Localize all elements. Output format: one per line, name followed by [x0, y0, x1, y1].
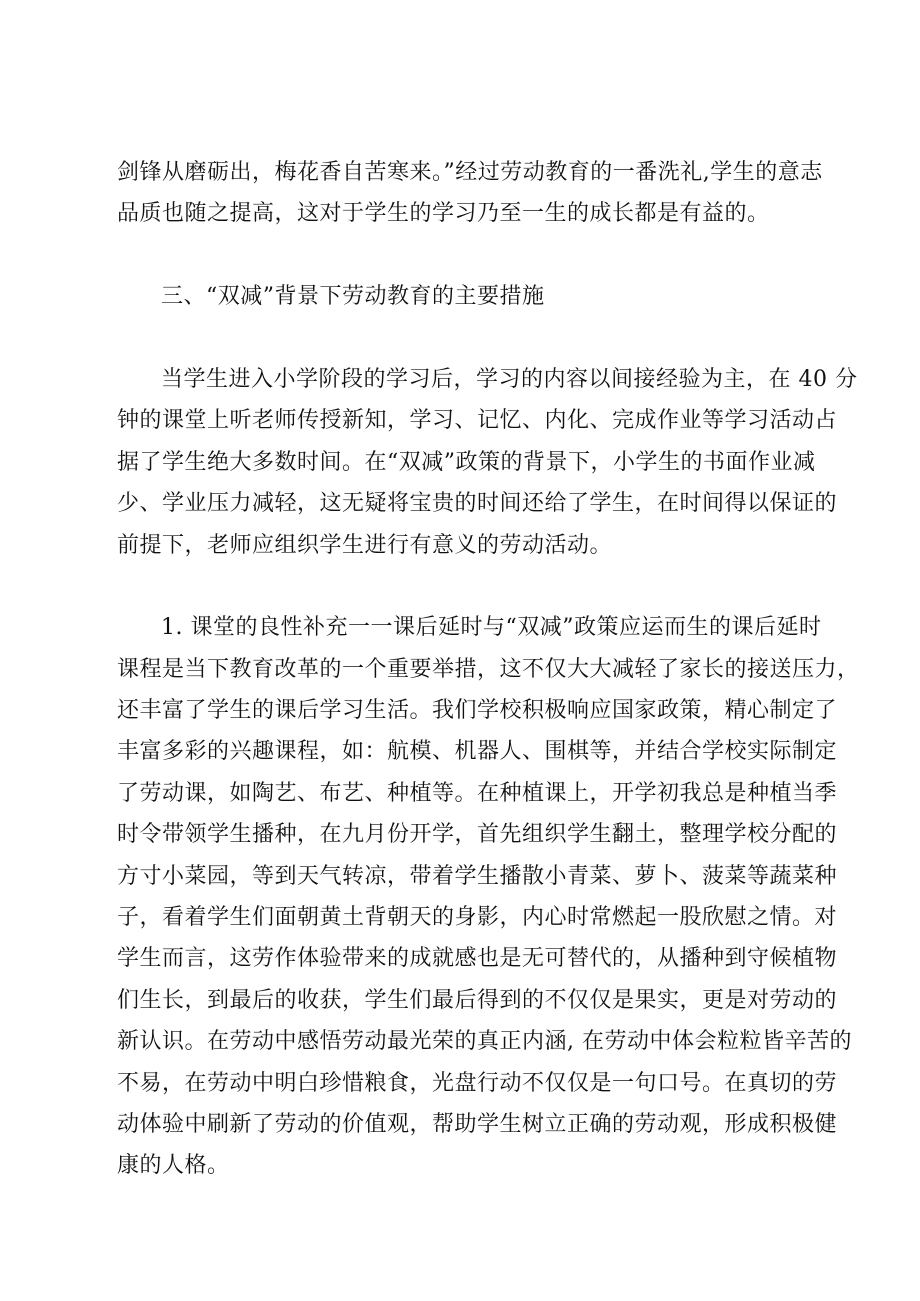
text-line: 丰富多彩的兴趣课程，如：航模、机器人、围棋等，并结合学校实际制定 — [117, 739, 838, 765]
section-heading: 三、“双减”背景下劳动教育的主要措施 — [161, 284, 545, 310]
text-line: 康的人格。 — [117, 1153, 230, 1179]
text-line: 时令带领学生播种，在九月份开学，首先组织学生翻土，整理学校分配的 — [117, 822, 838, 848]
text-line: 钟的课堂上听老师传授新知，学习、记忆、内化、完成作业等学习活动占 — [117, 408, 838, 434]
text-line: 前提下，老师应组织学生进行有意义的劳动活动。 — [117, 532, 613, 558]
text-line: 1. 课堂的良性补充一一课后延时与“双减”政策应运而生的课后延时 — [161, 615, 822, 641]
text-line: 新认识。在劳动中感悟劳动最光荣的真正内涵, 在劳动中体会粒粒皆辛苦的 — [117, 1029, 852, 1055]
text-line: 方寸小菜园，等到天气转凉，带着学生播散小青菜、萝卜、菠菜等蔬菜种 — [117, 863, 838, 889]
text-line: 不易，在劳动中明白珍惜粮食，光盘行动不仅仅是一句口号。在真切的劳 — [117, 1070, 838, 1096]
text-line: 据了学生绝大多数时间。在“双减”政策的背景下，小学生的书面作业减 — [117, 449, 816, 475]
text-line: 学生而言，这劳作体验带来的成就感也是无可替代的，从播种到守候植物 — [117, 946, 838, 972]
document-body — [117, 152, 860, 1187]
text-line: 还丰富了学生的课后学习生活。我们学校积极响应国家政策，精心制定了 — [117, 698, 838, 724]
paragraph-gap — [117, 235, 807, 276]
text-line: 少、学业压力减轻，这无疑将宝贵的时间还给了学生，在时间得以保证的 — [117, 491, 838, 517]
text-line: 品质也随之提高，这对于学生的学习乃至一生的成长都是有益的。 — [117, 201, 770, 227]
text-line: 当学生进入小学阶段的学习后，学习的内容以间接经验为主，在 40 分 — [161, 366, 858, 392]
text-line: 子，看着学生们面朝黄土背朝天的身影，内心时常燃起一股欣慰之情。对 — [117, 905, 838, 931]
paragraph-gap — [117, 318, 807, 359]
text-line: 了劳动课，如陶艺、布艺、种植等。在种植课上，开学初我总是种植当季 — [117, 780, 838, 806]
text-line: 动体验中刷新了劳动的价值观，帮助学生树立正确的劳动观，形成积极健 — [117, 1111, 838, 1137]
text-line: 剑锋从磨砺出，梅花香自苦寒来。”经过劳动教育的一番洗礼,学生的意志 — [117, 160, 823, 185]
text-line: 课程是当下教育改革的一个重要举措，这不仅大大减轻了家长的接送压力， — [117, 656, 860, 682]
text-line: 们生长，到最后的收获，学生们最后得到的不仅仅是果实，更是对劳动的 — [117, 987, 838, 1013]
paragraph-gap — [117, 566, 807, 607]
